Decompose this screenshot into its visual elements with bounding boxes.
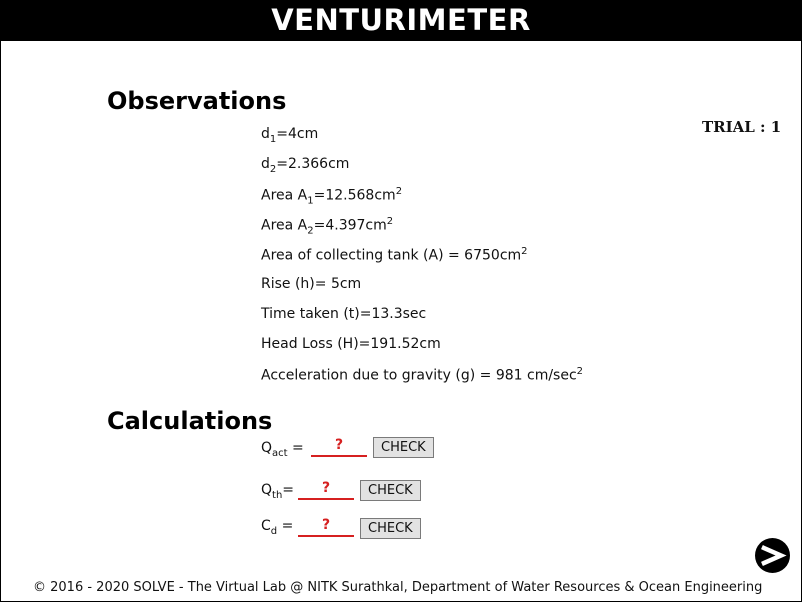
arrow-right-icon: [755, 538, 790, 573]
obs-area-a2: Area $A_2=4.397cm^2$: [261, 216, 394, 237]
next-button[interactable]: [755, 538, 790, 573]
q-act-check-button[interactable]: CHECK: [373, 437, 434, 458]
obs-head-loss: Head Loss (H)=191.52cm: [261, 336, 441, 352]
cd-label: $C_d$ =: [261, 518, 294, 537]
obs-area-a1: Area $A_1=12.568cm^2$: [261, 186, 403, 207]
calculations-heading: Calculations: [107, 407, 273, 435]
trial-label: TRIAL : 1: [702, 118, 782, 136]
obs-tank-area: Area of collecting tank $(A) = 6750cm^2$: [261, 246, 528, 264]
cd-check-button[interactable]: CHECK: [360, 518, 421, 539]
obs-rise: Rise (h)= 5cm: [261, 276, 362, 292]
obs-time: Time taken (t)=13.3sec: [261, 306, 427, 322]
cd-answer-input[interactable]: ?: [298, 517, 354, 537]
obs-d1: $d_1=4cm$: [261, 126, 319, 145]
observations-heading: Observations: [107, 87, 287, 115]
footer-copyright: © 2016 - 2020 SOLVE - The Virtual Lab @ NITK Surathkal, Department of Water Resources & Ocean Engineering: [33, 580, 763, 595]
obs-gravity: Acceleration due to gravity (g) = 981 $cm/\sec^2$: [261, 366, 584, 384]
obs-d2: $d_2=2.366cm$: [261, 156, 350, 175]
q-th-label: $Q_{th}=$: [261, 482, 295, 501]
q-th-check-button[interactable]: CHECK: [360, 480, 421, 501]
app-title: VENTURIMETER: [0, 0, 802, 41]
q-th-answer-input[interactable]: ?: [298, 480, 354, 500]
q-act-label: $Q_{act}$ =: [261, 440, 304, 459]
q-act-answer-input[interactable]: ?: [311, 437, 367, 457]
